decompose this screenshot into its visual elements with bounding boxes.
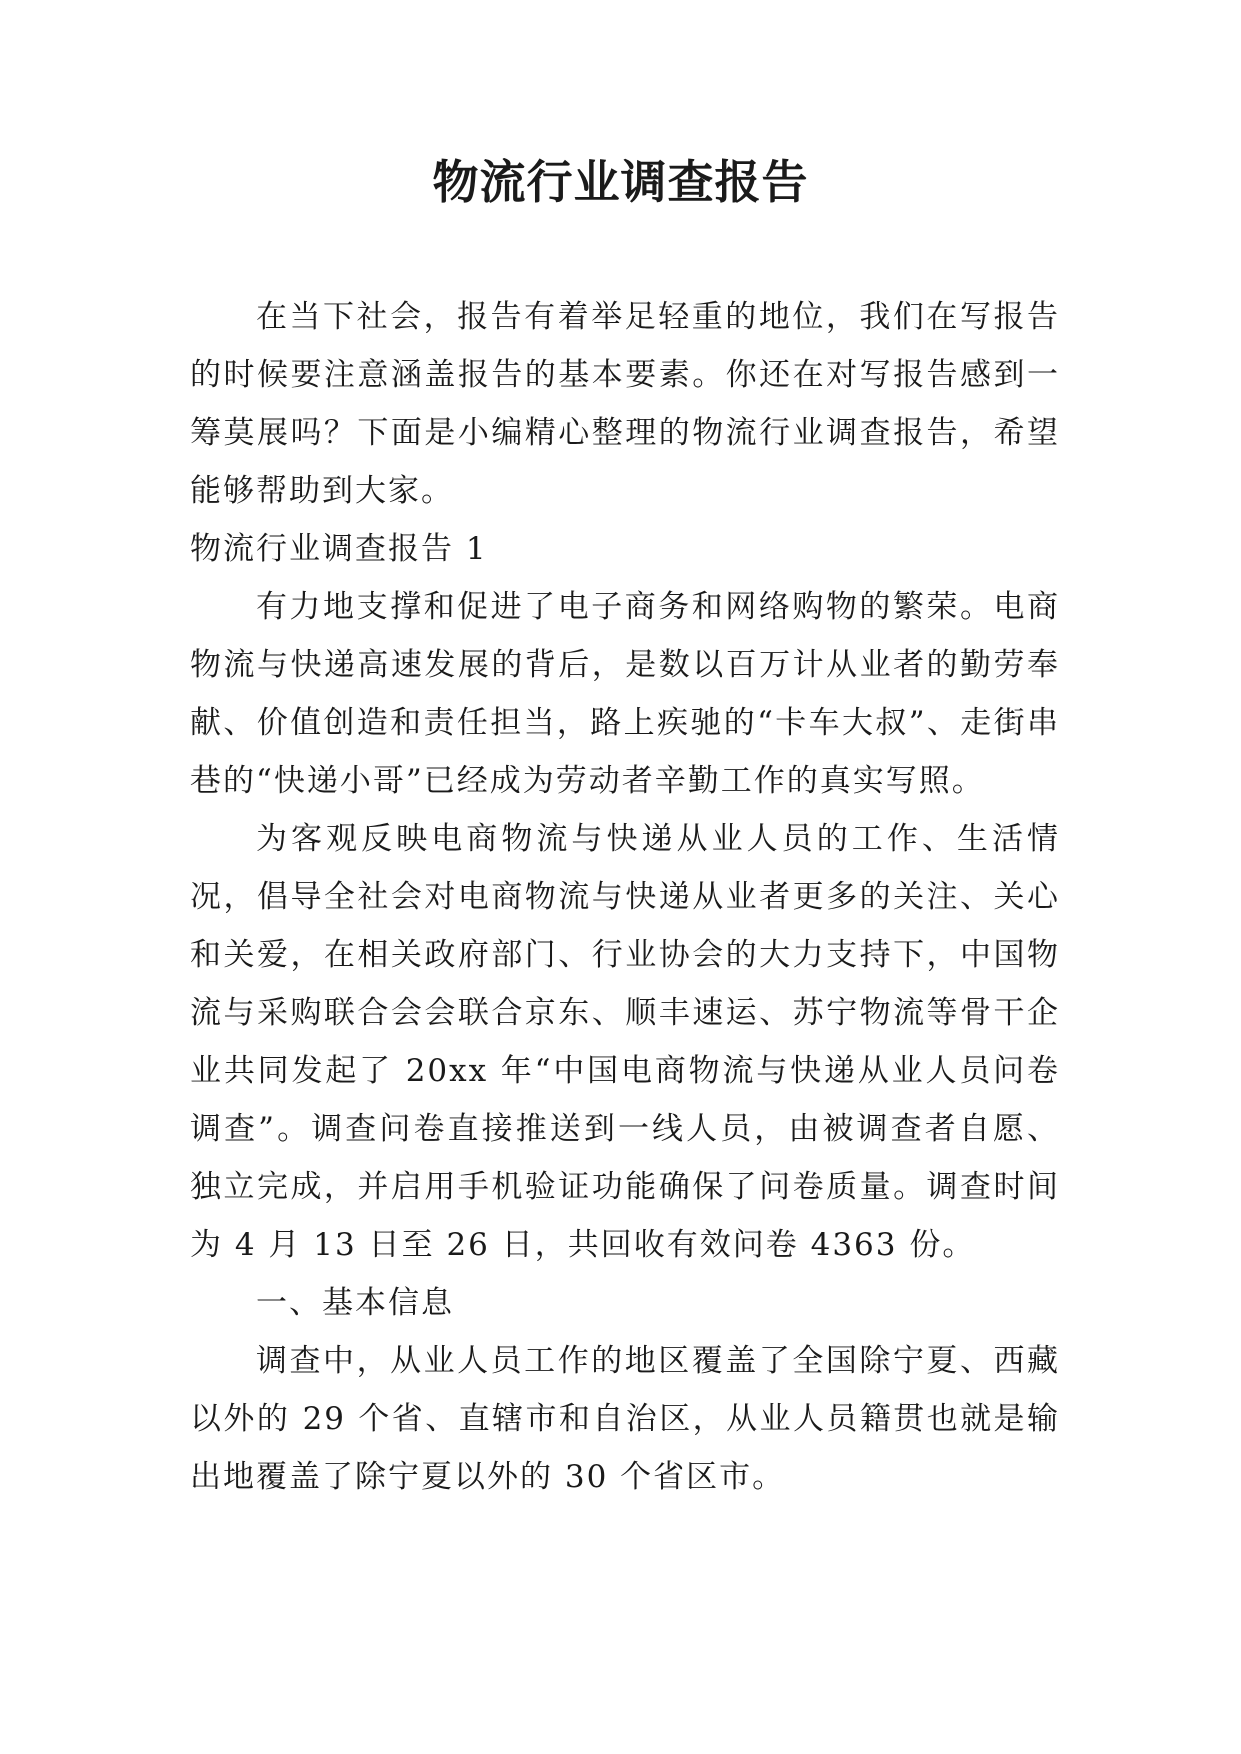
body-paragraph: 调查中，从业人员工作的地区覆盖了全国除宁夏、西藏以外的 29 个省、直辖市和自治区，从业人员籍贯也就是输出地覆盖了除宁夏以外的 30 个省区市。 <box>190 1343 1060 1495</box>
intro-paragraph: 在当下社会，报告有着举足轻重的地位，我们在写报告的时候要注意涵盖报告的基本要素。你还在对写报告感到一筹莫展吗？下面是小编精心整理的物流行业调查报告，希望能够帮助到大家。 <box>190 299 1060 509</box>
document-title: 物流行业调查报告 <box>432 155 809 209</box>
section-heading: 物流行业调查报告 1 <box>190 531 488 567</box>
body-paragraph: 为客观反映电商物流与快递从业人员的工作、生活情况，倡导全社会对电商物流与快递从业者更多的关注、关心和关爱，在相关政府部门、行业协会的大力支持下，中国物流与采购联合会会联合京东、顺丰速运、苏宁物流等骨干企业共同发起了 20xx 年“中国电商物流与快递从业人员问卷调查”。调查问卷直接推送到一线人员，由被调查者自愿、独立完成，并启用手机验证功能确保了问卷质量。调查时间为 4 月 13 日至 26 日，共回收有效问卷 4363 份。 <box>190 821 1060 1263</box>
body-paragraph: 有力地支撑和促进了电子商务和网络购物的繁荣。电商物流与快递高速发展的背后，是数以百万计从业者的勤劳奉献、价值创造和责任担当，路上疾驰的“卡车大叔”、走街串巷的“快递小哥”已经成为劳动者辛勤工作的真实写照。 <box>190 589 1060 799</box>
document-body <box>190 288 1060 1506</box>
subsection-heading: 一、基本信息 <box>256 1285 454 1321</box>
